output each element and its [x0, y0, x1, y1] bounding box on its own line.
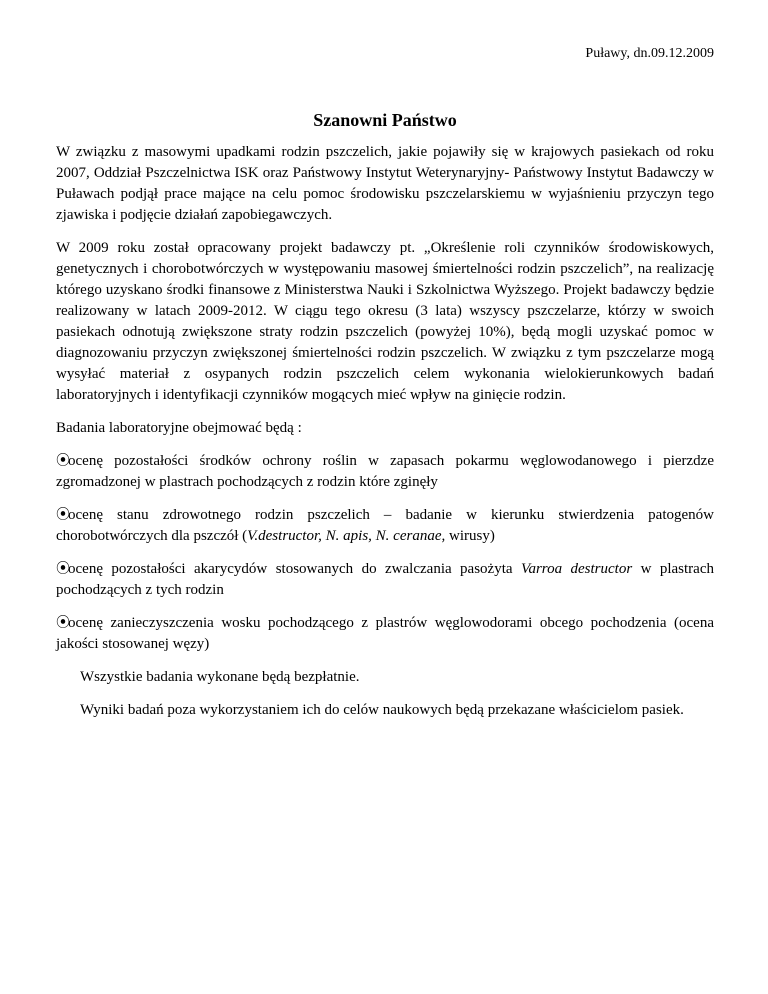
results-note: Wyniki badań poza wykorzystaniem ich do celów naukowych będą przekazane właścicielom pasiek.	[80, 702, 684, 718]
intro-paragraph: W związku z masowymi upadkami rodzin pszczelich, jakie pojawiły się w krajowych pasiekach od roku 2007, Oddział Pszczelnictwa ISK oraz Państwowy Instytut Weterynaryjny- Państwowy Instytut Badawczy w Puławach podjął prace mające na celu pomoc środowisku pszczelarskiemu w wyjaśnieniu przyczyn tego zjawiska i podjęcie działań zapobiegawczych.	[56, 144, 714, 223]
bullet-text: ocenę stanu zdrowotnego rodzin pszczelich – badanie w kierunku stwierdzenia patogenów chorobotwórczych dla pszczół (	[56, 507, 714, 544]
circled-bullet-icon: ⦿	[56, 561, 70, 577]
letter-body	[56, 142, 714, 733]
free-of-charge-note: Wszystkie badania wykonane będą bezpłatnie.	[80, 669, 360, 685]
pathogen-names: V.destructor, N. apis, N. ceranae,	[247, 528, 446, 544]
project-paragraph: W 2009 roku został opracowany projekt badawczy pt. „Określenie roli czynników środowiskowych, genetycznych i chorobotwórczych w występowaniu masowej śmiertelności rodzin pszczelich”, na realizację którego uzyskano środki finansowe z Ministerstwa Nauki i Szkolnictwa Wyższego. Projekt badawczy będzie realizowany w latach 2009-2012. W ciągu tego okresu (3 lata) wszyscy pszczelarze, którzy w swoich pasiekach odnotują zwiększone straty rodzin pszczelich (powyżej 10%), będą mogli uzyskać pomoc w diagnozowaniu przyczyn zwiększonej śmiertelności rodzin pszczelich. W związku z tym pszczelarze mogą wysyłać materiał z osypanych rodzin pszczelich celem wykonania wielokierunkowych badań laboratoryjnych i identyfikacji czynników mogących mieć wpływ na ginięcie rodzin.	[56, 240, 714, 403]
bullet-item-acaricides	[56, 559, 714, 601]
bullet-text: ocenę pozostałości akarycydów stosowanych do zwalczania pasożyta	[68, 561, 521, 577]
place-date: Puławy, dn.09.12.2009	[585, 46, 714, 61]
circled-bullet-icon: ⦿	[56, 507, 70, 523]
bullet-text-end: wirusy)	[445, 528, 495, 544]
bullet-text-end: w plastrach pochodzących z tych rodzin	[56, 561, 714, 598]
bullet-item-wax	[56, 613, 714, 655]
salutation-heading: Szanowni Państwo	[313, 110, 457, 130]
bullet-item-health	[56, 505, 714, 547]
bullet-text: ocenę pozostałości środków ochrony roślin w zapasach pokarmu węglowodanowego i pierzdze zgromadzonej w plastrach pochodzących z rodzin które zginęły	[56, 453, 714, 490]
bullet-text: ocenę zanieczyszczenia wosku pochodzącego z plastrów węglowodorami obcego pochodzenia (ocena jakości stosowanej węzy)	[56, 615, 714, 652]
parasite-name: Varroa destructor	[520, 561, 633, 577]
bullet-item-pesticides	[56, 451, 714, 493]
circled-bullet-icon: ⦿	[56, 615, 70, 631]
circled-bullet-icon: ⦿	[56, 453, 70, 469]
tests-intro: Badania laboratoryjne obejmować będą :	[56, 420, 302, 436]
